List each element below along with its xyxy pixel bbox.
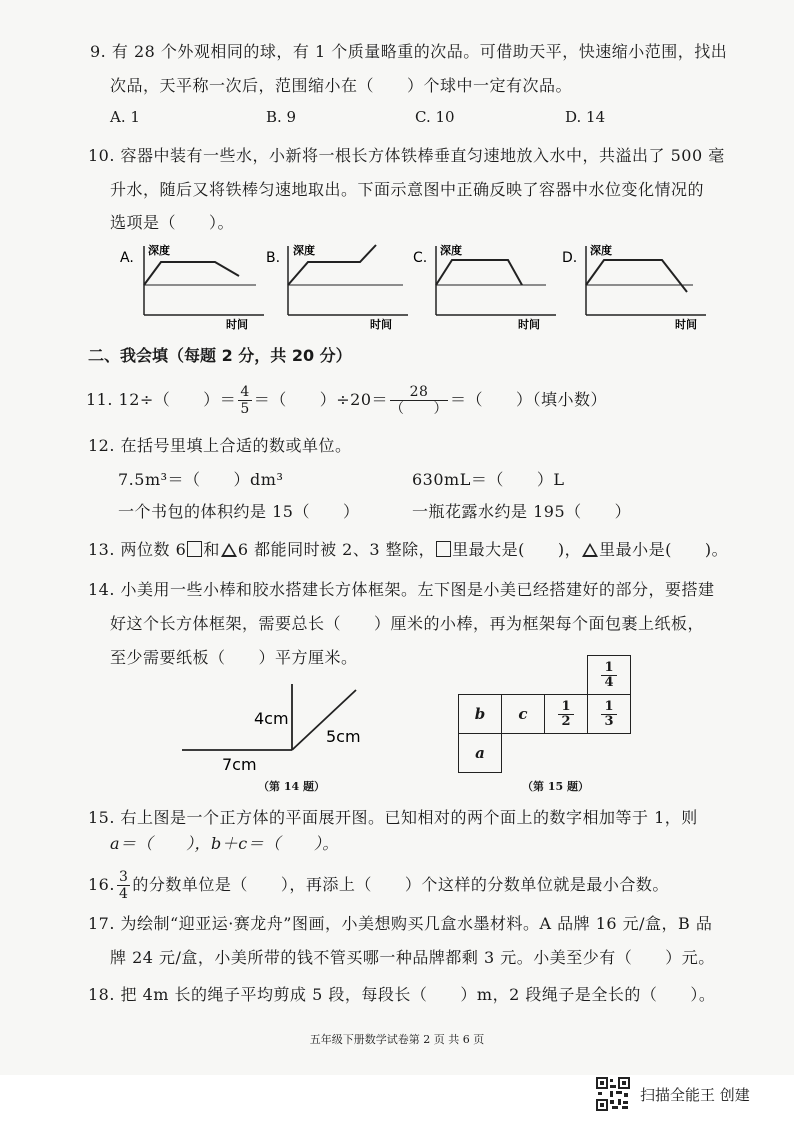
q13-part-e: 里最小是( )。 <box>599 540 729 559</box>
q11-line <box>86 382 607 418</box>
page-footer: 五年级下册数学试卷第 2 页 共 6 页 <box>309 1033 485 1046</box>
q10-graphs <box>118 240 718 332</box>
net-face-quarter: $\frac{1}{4}$ <box>588 656 631 695</box>
q14-frame-figure <box>178 678 378 778</box>
net-face-b: b <box>459 695 502 734</box>
q11-part-a: 11. 12÷（ ）＝ <box>86 390 237 409</box>
graph-b-xlabel: 时间 <box>370 318 392 331</box>
qr-code-icon <box>596 1077 630 1111</box>
graph-d-ylabel: 深度 <box>590 244 612 257</box>
net-face-a: a <box>459 734 502 773</box>
q10-line3: 选项是（ ）。 <box>110 213 235 232</box>
q17-line1: 17. 为绘制“迎亚运·赛龙舟”图画，小美想购买几盒水墨材料。A 品牌 16 元/盒，B 品 <box>88 914 713 933</box>
scanner-watermark: 扫描全能王 创建 <box>640 1086 750 1104</box>
q13-part-d: 里最大是( )， <box>452 540 582 559</box>
q16-fraction <box>117 869 130 902</box>
graph-c <box>413 243 556 331</box>
q13-part-b: 和 <box>203 540 220 559</box>
q11-frac2-den: （ ） <box>390 401 449 417</box>
q17-line2: 牌 24 元/盒，小美所带的钱不管买哪一种品牌都剩 3 元。小美至少有（ ）元。 <box>110 948 715 967</box>
q9-option-d: D. 14 <box>565 108 606 126</box>
q14-label-7cm: 7cm <box>222 755 257 774</box>
q10-line2: 升水，随后又将铁棒匀速地取出。下面示意图中正确反映了容器中水位变化情况的 <box>110 180 705 199</box>
q14-caption: （第 14 题） <box>258 780 325 793</box>
q11-frac2-num: 28 <box>390 384 448 401</box>
q11-frac1-num: 4 <box>240 384 250 400</box>
square-blank-icon <box>436 541 451 557</box>
q9-option-c: C. 10 <box>415 108 455 126</box>
net-face-half: $\frac{1}{2}$ <box>545 695 588 734</box>
graph-d <box>562 243 706 331</box>
q12-b: 630mL＝（ ）L <box>412 470 565 489</box>
q14-label-4cm: 4cm <box>254 709 289 728</box>
graph-d-letter: D. <box>562 250 578 266</box>
graph-b-letter: B. <box>266 250 281 266</box>
graph-a-xlabel: 时间 <box>226 318 248 331</box>
q11-part-b: ＝（ ）÷20＝ <box>253 390 389 409</box>
net-face-c: c <box>502 695 545 734</box>
section-2-heading: 二、我会填（每题 2 分，共 20 分） <box>88 346 352 365</box>
q15-caption: （第 15 题） <box>522 780 589 793</box>
cube-net <box>458 655 631 773</box>
q12-d: 一瓶花露水约是 195（ ） <box>412 502 632 521</box>
q16-frac-den: 4 <box>118 886 129 902</box>
q9-option-b: B. 9 <box>266 108 297 126</box>
q15-line2: a＝（ ），b＋c＝（ ）。 <box>110 834 339 853</box>
graph-d-xlabel: 时间 <box>675 318 697 331</box>
q9-option-a: A. 1 <box>110 108 140 126</box>
q16-line <box>88 866 669 904</box>
q11-fraction-2 <box>390 384 448 417</box>
q12-a: 7.5m³＝（ ）dm³ <box>118 470 284 489</box>
q15-line1: 15. 右上图是一个正方体的平面展开图。已知相对的两个面上的数字相加等于 1，则 <box>88 808 698 827</box>
q10-line1: 10. 容器中装有一些水，小新将一根长方体铁棒垂直匀速地放入水中，共溢出了 500 毫 <box>88 146 725 165</box>
triangle-blank-icon <box>221 543 237 557</box>
graph-c-letter: C. <box>413 250 428 266</box>
graph-a-ylabel: 深度 <box>148 244 170 257</box>
q11-fraction-1 <box>238 384 251 417</box>
q16-text: 的分数单位是（ ），再添上（ ）个这样的分数单位就是最小合数。 <box>132 875 669 894</box>
q16-frac-num: 3 <box>118 869 129 885</box>
q16-prefix: 16. <box>88 875 115 894</box>
q11-frac1-den: 5 <box>240 401 250 417</box>
q11-part-c: ＝（ ）（填小数） <box>450 390 608 409</box>
q9-line2: 次品，天平称一次后，范围缩小在（ ）个球中一定有次品。 <box>110 76 573 95</box>
q18-line1: 18. 把 4m 长的绳子平均剪成 5 段，每段长（ ）m，2 段绳子是全长的（ ）。 <box>88 985 716 1004</box>
q12-c: 一个书包的体积约是 15（ ） <box>118 502 360 521</box>
q14-label-5cm: 5cm <box>326 727 361 746</box>
net-face-third: $\frac{1}{3}$ <box>588 695 631 734</box>
q13-line <box>88 540 728 560</box>
graph-a-letter: A. <box>120 250 134 266</box>
square-blank-icon <box>187 541 202 557</box>
triangle-blank-icon <box>582 543 598 557</box>
graph-b <box>266 243 408 331</box>
q13-part-c: 6 都能同时被 2、3 整除， <box>237 540 436 559</box>
q14-line1: 14. 小美用一些小棒和胶水搭建长方体框架。左下图是小美已经搭建好的部分，要搭建 <box>88 580 715 599</box>
graph-b-ylabel: 深度 <box>293 244 315 257</box>
graph-c-ylabel: 深度 <box>440 244 462 257</box>
q13-part-a: 13. 两位数 6 <box>88 540 187 559</box>
graph-c-xlabel: 时间 <box>518 318 540 331</box>
q14-line3: 至少需要纸板（ ）平方厘米。 <box>110 648 358 667</box>
q12-title: 12. 在括号里填上合适的数或单位。 <box>88 436 352 455</box>
graph-a <box>120 243 264 331</box>
q9-line1: 9. 有 28 个外观相同的球，有 1 个质量略重的次品。可借助天平，快速缩小范围，找出 <box>90 42 728 61</box>
q14-line2: 好这个长方体框架，需要总长（ ）厘米的小棒，再为框架每个面包裹上纸板， <box>110 614 705 633</box>
